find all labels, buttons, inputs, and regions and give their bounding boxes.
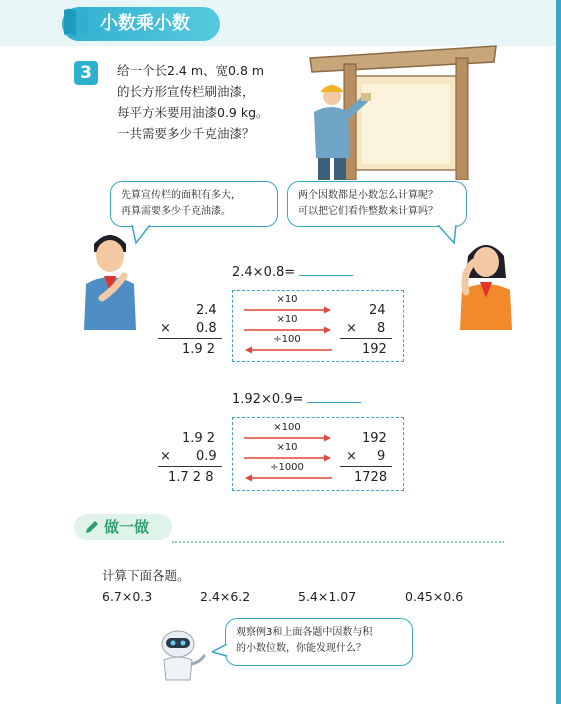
times-sign: × bbox=[346, 321, 357, 336]
equation-1 bbox=[232, 263, 353, 280]
section-title-text: 小数乘小数 bbox=[100, 13, 190, 34]
int-multiplicand: 24 bbox=[369, 303, 386, 318]
sum-line bbox=[158, 466, 222, 467]
bubble-line: 的小数位数，你能发现什么？ bbox=[236, 643, 366, 654]
example-number: 3 bbox=[74, 61, 98, 85]
pencil-icon bbox=[84, 519, 100, 535]
product: 1.7 2 8 bbox=[168, 470, 214, 485]
practice-label: 做一做 bbox=[104, 518, 150, 536]
speech-bubble-robot bbox=[225, 618, 413, 666]
arrow-label: ×100 bbox=[273, 422, 301, 433]
equation-2 bbox=[232, 390, 361, 407]
sum-line bbox=[158, 338, 222, 339]
practice-item: 0.45×0.6 bbox=[405, 589, 464, 604]
bubble-line: 观察例3和上面各题中因数与积 bbox=[236, 627, 373, 638]
arrow-label: ×10 bbox=[276, 314, 298, 325]
boy-illustration bbox=[80, 226, 140, 332]
practice-item: 5.4×1.07 bbox=[298, 589, 357, 604]
bubble-line: 可以把它们看作整数来计算吗？ bbox=[298, 206, 438, 217]
multiplicand: 2.4 bbox=[196, 303, 217, 318]
robot-illustration bbox=[154, 628, 206, 684]
speech-bubble-boy bbox=[110, 181, 278, 227]
problem-line: 每平方米要用油漆0.9 kg。 bbox=[117, 105, 269, 120]
problem-line: 的长方形宣传栏刷油漆， bbox=[117, 84, 255, 99]
problem-line: 一共需要多少千克油漆？ bbox=[117, 126, 255, 141]
multiplicand: 1.9 2 bbox=[182, 431, 216, 446]
left-arrow bbox=[244, 346, 332, 354]
product: 1.9 2 bbox=[182, 342, 216, 357]
bubble-line: 先算宣传栏的面积有多大， bbox=[121, 190, 241, 201]
right-arrow bbox=[244, 434, 332, 442]
multiplier: 0.8 bbox=[196, 321, 217, 336]
speech-bubble-girl bbox=[287, 181, 467, 227]
int-multiplier: 8 bbox=[377, 321, 386, 336]
equation-text: 1.92×0.9= bbox=[232, 392, 304, 407]
answer-blank[interactable] bbox=[299, 263, 353, 276]
times-sign: × bbox=[160, 321, 171, 336]
sum-line bbox=[340, 466, 392, 467]
practice-item: 2.4×6.2 bbox=[200, 589, 251, 604]
left-arrow bbox=[244, 474, 332, 482]
dotted-divider bbox=[172, 541, 504, 543]
page-edge bbox=[556, 0, 561, 704]
int-multiplicand: 192 bbox=[362, 431, 387, 446]
int-multiplier: 9 bbox=[377, 449, 386, 464]
multiplier: 0.9 bbox=[196, 449, 217, 464]
times-sign: × bbox=[346, 449, 357, 464]
right-arrow bbox=[244, 306, 332, 314]
arrow-label: ÷100 bbox=[273, 334, 301, 345]
book-icon bbox=[62, 6, 90, 38]
int-product: 192 bbox=[362, 342, 387, 357]
right-arrow bbox=[244, 326, 332, 334]
equation-text: 2.4×0.8= bbox=[232, 265, 296, 280]
problem-text bbox=[117, 60, 292, 144]
worker-billboard-illustration bbox=[306, 40, 500, 180]
arrow-label: ×10 bbox=[276, 294, 298, 305]
arrow-label: ÷1000 bbox=[270, 462, 304, 473]
bubble-tail bbox=[212, 644, 228, 658]
practice-item: 6.7×0.3 bbox=[102, 589, 153, 604]
problem-line: 给一个长2.4 m、宽0.8 m bbox=[117, 63, 265, 78]
sum-line bbox=[340, 338, 392, 339]
times-sign: × bbox=[160, 449, 171, 464]
bubble-line: 再算需要多少千克油漆。 bbox=[121, 206, 231, 217]
int-product: 1728 bbox=[354, 470, 388, 485]
answer-blank[interactable] bbox=[307, 390, 361, 403]
right-arrow bbox=[244, 454, 332, 462]
practice-instruction: 计算下面各题。 bbox=[102, 568, 190, 583]
bubble-line: 两个因数都是小数怎么计算呢？ bbox=[298, 190, 438, 201]
girl-illustration bbox=[456, 232, 516, 332]
arrow-label: ×10 bbox=[276, 442, 298, 453]
